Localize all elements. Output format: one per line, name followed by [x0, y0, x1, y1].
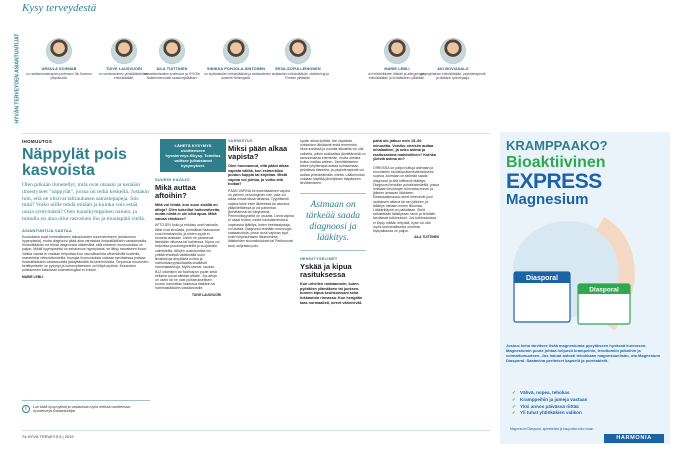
answer-signature: AILA TUITTINEN: [414, 235, 439, 240]
avatar: [440, 38, 466, 64]
ad-brand: Bioaktiivinen: [506, 154, 606, 171]
answer-body: AFTOJEN hoito ja ehkäisy ovat hankalia. Aftat ovat kivuliaita, pinnallisia haavaumia suun limakalvolla, ja niiden syytä ei tunneta tarkkaan. Usein ne paranevat itsestään viikossa tai kahdessa. Kipua voi helpottaa puudutegeeleillä ja suojaavilla valmisteilla. Aftojen uusiutumista voi yrittää ehkäistä välttämällä suun limakalvoja ärsyttäviä ruokia ja natriumlauryylisulfaattia sisältäviä hammastahnoja. Myös stressi, raudan, B12-vitamiinin tai foolihapon puute sekä keliakia voivat altistaa aftoille. Jos aftoja on usein tai ne ovat poikkeuksellisen suuria, kannattaa hakeutua lääkärin tai hammaslääkärin vastaanotolle.: [155, 223, 220, 291]
question-label: VARMISTUS: [228, 139, 253, 143]
expert-name: AKI BOVIASALO: [437, 67, 469, 71]
expert-profile: [203, 38, 269, 80]
box-1-label: Diasporal: [526, 275, 558, 282]
answer-body-continued: sydän alkaa lyöttää, kisi vapisteta lorkkeiden liikuttavat enttä enemmän. Nuoruusiässä ja nuorilla aikuisilla voi olla vaiheita, joiloin sosiaalisia jännittämistä on tavanomaista enemmän, mutta oireista koituu haittaa arkeen. Jännittämiseen tekee lyhytterapia auttaa kohtaamaan pelottavia tilanteita, ja psykoterapeutti voi auttaa ymmärtämään oireita. Lääkehoitoa voidaan käyttää jännityksen tilapäiseen lievittämiseen.: [300, 139, 366, 186]
expert-title: on sydäntautien erikoislääkäri ja sisätautien dosentti Helsingistä.: [204, 72, 268, 80]
expert-profile: [139, 38, 205, 80]
question-lead: Olen huomannut, että pääni alkaa vapista välillä, kun esimerkiksi juodun kuppia tai kirjoitan. Mistä vapina voi johtua, ja voiko sitä hoitaa?: [228, 164, 289, 187]
ad-product-name: Magnesium: [506, 191, 589, 208]
question-heading: Miksi pään alkaa vapista?: [228, 144, 288, 161]
expert-title: on vanhustoimen yleislääketieteen erikoislääkäri.: [98, 72, 150, 80]
expert-title: on naistentautien professori ja HYKSin Naistenneuvolan osastonylilääkäri.: [143, 72, 201, 80]
article-author: MARIE LEBLI: [22, 274, 44, 279]
box-2-label: Diasporal: [589, 286, 619, 294]
question-column-vapina: [228, 139, 294, 429]
question-column-yskä: [300, 139, 366, 429]
expert-name: EEVA-SOFIA LEINONEN: [275, 67, 321, 71]
ad-fineprint: Magnesium Diasporal, apteekeista ja kaupoista koko maan.: [510, 427, 595, 431]
question-lead-continued: paha olo jatkuu noin 15–60 minuuttia. Voisiko oireisiin auttaa inhalaattori, ja onko astma ja rasitusastma mahdollinen? Kuinka yleistä astma on?: [373, 139, 436, 162]
question-label: HENGITYSELIMET: [300, 257, 338, 262]
answer-column-astma: [373, 139, 439, 429]
avatar: [384, 38, 410, 64]
expert-name: MARIE LEBLI: [384, 67, 410, 71]
article-title: Näppylät pois kasvoista: [22, 146, 127, 179]
avatar: [159, 38, 185, 64]
benefit-item: ✓ Vähvä, nopea, tehokas: [512, 390, 662, 397]
answer-signature: TUIVE LAUSVUORI: [191, 292, 221, 297]
article-body: Kuvauksesi sopii enimmäkseen talirauhasten suurenemiseen (sebaceous hyperplasia), mutta diagnoosi pitää aina varmistaa ihotautilääkärin vastaanotolla. Ihotautilääkäri voi tehdä diagnoosia näkemättä, sillä erikseen ihomuutoksia on paljon. Mikäli kyymykseksi on sebaceous hyperplasia, se liittyy rasvaiseen ihoon. Vaikka vaivaa ei voidaan helpottaa ihon rasvoittumista vähentävillä tuotteilla, esimerkiksi retinoidivoideilla. Isompia ihomuutoksia voidaan tarvittaessa poistaa ihotautilääkärin vastaanotolla jäädyttämällä tai laserhoidolla. Tarpumus muutosten kehittymiselle on pysynyt ja toimenpiteeseen voi liittyä arpirisk. Muutosten poistaminen katsotaan kosmetologiksi ei ennisti.: [22, 234, 149, 273]
avatar: [285, 38, 311, 64]
ad-description: Joskus keho tarvitsee lisää magnesiumia pysyäkseen hyvässä kunnossa. Magnesiumin puute johtaa helposti krampeihin, levottomiin jalkoihin ja voimattomuuteen. Jos haluat aidosti tehokkaan magnesiumlisän, ota Magnesium Diasporal. Saatavina periteiset kapselit ja poretabletit.: [506, 343, 661, 363]
expert-name: URSULA SCHWAB: [41, 67, 77, 71]
vertical-section-title: [13, 33, 23, 128]
expert-title: on sisätautien erikoislääkäri, diabetologi ja Fimean ylilääkäri.: [267, 72, 329, 80]
ad-express-label: EXPRESS: [506, 170, 602, 193]
expert-name: AILA TUITTINEN: [156, 67, 188, 71]
question-heading: Yskää ja kipua rasituksessa: [300, 262, 352, 280]
expert-profile: [420, 38, 486, 80]
ad-benefit-list: [512, 390, 662, 417]
article-lead: Olen pitkään ihmetellyt, mitä ovat otsaani ja nenääni ilmestyneet "näppylät", joissa on reikä keskellä. Jostakin luin, että ne olisivat talirauhasen sairastepapeja. Siis mitä? Voiko niille tehdä mitään ja kuinka vois estää uusia syntymästä? Olen kuusikymppinen nainen, ja minulla on aina ollut rasvainen iho ja muutapätä viellä.: [22, 182, 149, 222]
answer-body: PÄÄN VAPINA eli essentiaalinen vapina on yleinen neurologinen oire, joka voi alkaa missä iässä tahansa. Tyypillisesti vapina tulee esiin liikkeessä tai asentoa ylläpidettäessä ja voi pahentua jännittäessä tai väsyneenä. Perinnöllisyydellä on osuutta. Lievä vapina ei vaadi hoitoa, mutta hankalammassa vapinassa lääkitys, kuten beetasalpaaja, voi auttaa. Diagnoosi tehdään neurologin vastaanotolla, jossa muut vapinan syyt, kuten kilpirauhasen liikatoiminta, lääkkeiden sivuvaikutukset tai Parkinsonin tauti, suljetaan pois.: [228, 188, 294, 248]
expert-name: TUIVE LAUSVUORI: [105, 67, 143, 71]
question-lead: Mitä voi tehdä, kun suun sisällä on aftoja? Olen kokeillut hoitovoiteeita, mutta niistä ei ole ollut apua. Mikä vaivaa ehkäisee?: [155, 203, 221, 221]
page-number: 74: [22, 434, 27, 439]
question-column-aftat: [155, 139, 221, 429]
header-divider: [22, 133, 490, 134]
expert-title: on helsinkiläinen lääkäri ja allergologian erikoislääkäri ja Iholääkärien ylilääkäri.: [367, 72, 427, 80]
question-heading: Mikä auttaa aftoihin?: [155, 183, 196, 200]
expert-name: SINIKKA POHJOLA-SINTONEN: [206, 67, 266, 71]
read-more-note: [22, 400, 150, 418]
expert-profile: [265, 38, 331, 80]
benefit-item: ✓ Yksi annos päivässä riittää: [512, 404, 662, 411]
product-boxes-image: [508, 214, 664, 332]
expert-profile: [26, 38, 92, 80]
question-lead: Kun urheilen raskaammin, kuten pyöräilen ylämäkeen tai juoksen, tunnen kipua keuhkoissani sekä tukkautuin rinnassa. Kun hengitän taas normaalisti, oireet vähenevät.: [300, 282, 363, 305]
expert-answer-label: ASIANTUNTIJA VASTAA: [22, 227, 72, 233]
info-icon: i: [22, 405, 30, 413]
avatar: [46, 38, 72, 64]
section-label: IHOMUUTOS: [22, 139, 53, 144]
footer-divider: [22, 430, 490, 431]
magnesium-advertisement[interactable]: [500, 132, 670, 444]
benefit-item: ✓ Kramppeihin ja jumeja vastaan: [512, 397, 662, 404]
benefit-item: ✓ Yli tuhat yhtiökäkien valikon: [512, 410, 662, 417]
expert-title: on psykiatrian erikoislääkäri, psykoterapeutti ja lääkärin työnohjaaja.: [420, 72, 486, 80]
pull-quote: Astmaan on tärkeää saada diagnoosi ja lääkitys.: [300, 193, 366, 251]
page-footer: [22, 434, 74, 439]
ad-headline: KRAMPPAAKO?: [506, 138, 608, 153]
article-left-column: [22, 139, 150, 429]
avatar: [223, 38, 249, 64]
expert-title: on ravitsemusterapian professori Itä-Suomen yliopistosta.: [26, 72, 92, 80]
read-more-text: Lue lisää kysymyksiä ja vastauksia myös netissä osoitteessa: hyvaterveys.fi/asiantuntijat: [33, 405, 131, 414]
page-title: Kysy terveydestä: [22, 2, 97, 14]
vertical-title-text: HYVÄN TERVEYDEN ASIANTUNTIJAT: [14, 33, 21, 124]
answer-body: OIREISSA on paljon tuttuja astmaan ja krooniseen keuhkoputkentulehdukseen sopivia. Astmaan on tärkeää saada diagnoosi ja sitä hillitsevä lääkitys. Diagnoosi tehdään puhallustesteillä, joissa mitataan keuhkojen toimintaa ennen ja jälkeen avaavan lääkkeen. Rasitusastmassa oireet ilmenevät juuri rasituksen aikana tai sen jälkeen, ja lääkitys otetaan ennen liikuntaa. Lääkärikäynti on paikallaan. Sielä tarkistetaan lääkityksen tarve ja tehdään tarvittavat tutkimukset. Jos tutkimuksissa ei löydy mitään erityistä, kyse voi olla myös toiminnallisesta oireesta. Nykyaikanaa on paljon.: [373, 165, 439, 234]
question-label: SUURIN KAVAJO: [155, 178, 190, 182]
harmonia-logo: HARMONIA: [604, 434, 664, 443]
send-question-callout: LÄHETÄ KYSYMYS osoitteeseen hyvaterveys.fi/kysy. Toimitus valitsee julkaistavat kysymykset.: [160, 139, 226, 172]
avatar: [111, 38, 137, 64]
publication-name: HYVÄ TERVEYS 5 | 2019: [27, 434, 74, 439]
